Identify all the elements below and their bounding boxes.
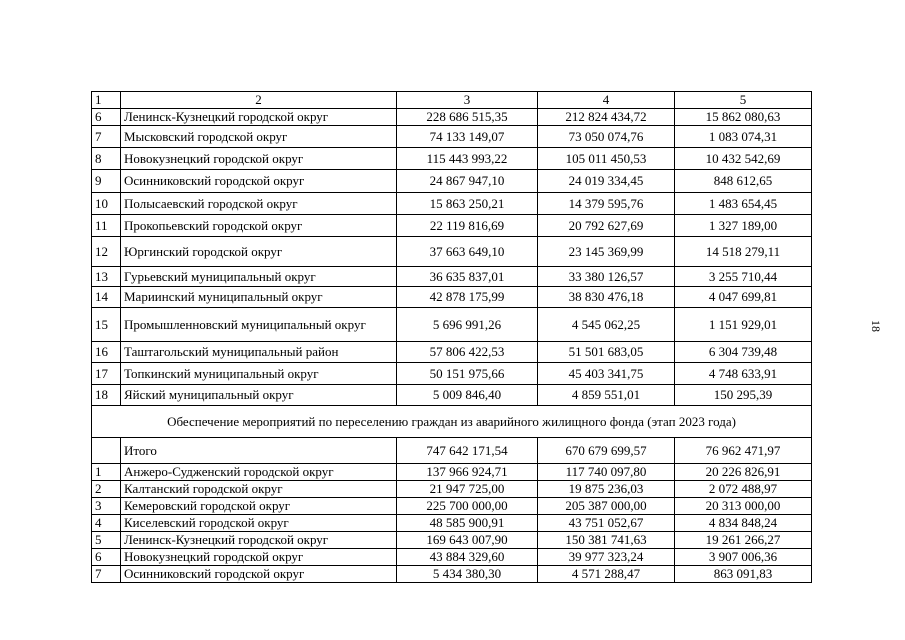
value-total: 137 966 924,71 [397,464,538,481]
row-number: 8 [92,148,121,170]
value-local: 4 834 848,24 [675,515,812,532]
budget-table [91,91,812,583]
value-total: 24 867 947,10 [397,170,538,193]
value-total: 36 635 837,01 [397,267,538,287]
value-regional: 670 679 699,57 [538,438,675,464]
row-number: 7 [92,126,121,148]
value-regional: 205 387 000,00 [538,498,675,515]
table-row [92,109,812,126]
value-regional: 20 792 627,69 [538,215,675,237]
table-row [92,515,812,532]
value-local: 4 748 633,91 [675,363,812,385]
value-total: 747 642 171,54 [397,438,538,464]
region-name: Новокузнецкий городской округ [121,148,397,170]
row-number: 6 [92,549,121,566]
value-local: 15 862 080,63 [675,109,812,126]
row-number: 3 [92,498,121,515]
value-total: 42 878 175,99 [397,287,538,308]
table-row [92,308,812,342]
value-total: 50 151 975,66 [397,363,538,385]
row-number: 14 [92,287,121,308]
region-name: Таштагольский муниципальный район [121,342,397,363]
value-regional: 43 751 052,67 [538,515,675,532]
table-row [92,237,812,267]
value-local: 863 091,83 [675,566,812,583]
region-name: Полысаевский городской округ [121,193,397,215]
region-name: Гурьевский муниципальный округ [121,267,397,287]
value-local: 3 255 710,44 [675,267,812,287]
value-regional: 4 571 288,47 [538,566,675,583]
value-total: 5 434 380,30 [397,566,538,583]
table-row [92,126,812,148]
value-total: 37 663 649,10 [397,237,538,267]
value-regional: 51 501 683,05 [538,342,675,363]
row-number: 2 [92,481,121,498]
header-row [92,92,812,109]
value-regional: 38 830 476,18 [538,287,675,308]
header-cell-4: 4 [538,92,675,109]
row-number: 4 [92,515,121,532]
value-regional: 45 403 341,75 [538,363,675,385]
value-regional: 39 977 323,24 [538,549,675,566]
value-total: 57 806 422,53 [397,342,538,363]
region-name: Ленинск-Кузнецкий городской округ [121,532,397,549]
value-regional: 4 859 551,01 [538,385,675,406]
value-local: 1 083 074,31 [675,126,812,148]
value-total: 43 884 329,60 [397,549,538,566]
region-name: Анжеро-Судженский городской округ [121,464,397,481]
table-row [92,170,812,193]
region-name: Топкинский муниципальный округ [121,363,397,385]
value-local: 1 151 929,01 [675,308,812,342]
header-cell-2: 2 [121,92,397,109]
value-local: 4 047 699,81 [675,287,812,308]
value-local: 150 295,39 [675,385,812,406]
row-number: 16 [92,342,121,363]
value-local: 10 432 542,69 [675,148,812,170]
value-local: 6 304 739,48 [675,342,812,363]
total-row [92,438,812,464]
table-row [92,532,812,549]
value-total: 5 009 846,40 [397,385,538,406]
table-row [92,549,812,566]
value-regional: 19 875 236,03 [538,481,675,498]
value-total: 169 643 007,90 [397,532,538,549]
table-row [92,342,812,363]
table-row [92,566,812,583]
region-name: Калтанский городской округ [121,481,397,498]
table-row [92,385,812,406]
table-row [92,464,812,481]
row-number: 13 [92,267,121,287]
table-row [92,498,812,515]
value-regional: 150 381 741,63 [538,532,675,549]
value-local: 20 226 826,91 [675,464,812,481]
region-name: Киселевский городской округ [121,515,397,532]
region-name: Мысковский городской округ [121,126,397,148]
table-row [92,287,812,308]
section-row [92,406,812,438]
value-total: 5 696 991,26 [397,308,538,342]
region-name: Кемеровский городской округ [121,498,397,515]
row-number: 5 [92,532,121,549]
value-regional: 73 050 074,76 [538,126,675,148]
table-row [92,481,812,498]
row-number: 18 [92,385,121,406]
table-row [92,215,812,237]
value-regional: 33 380 126,57 [538,267,675,287]
value-regional: 14 379 595,76 [538,193,675,215]
value-total: 22 119 816,69 [397,215,538,237]
header-cell-1: 1 [92,92,121,109]
table-row [92,363,812,385]
row-number: 10 [92,193,121,215]
value-regional: 24 019 334,45 [538,170,675,193]
value-total: 15 863 250,21 [397,193,538,215]
row-number: 1 [92,464,121,481]
value-local: 19 261 266,27 [675,532,812,549]
table-row [92,193,812,215]
value-local: 1 483 654,45 [675,193,812,215]
value-regional: 212 824 434,72 [538,109,675,126]
row-number: 7 [92,566,121,583]
region-name: Ленинск-Кузнецкий городской округ [121,109,397,126]
value-total: 115 443 993,22 [397,148,538,170]
value-total: 74 133 149,07 [397,126,538,148]
row-number: 6 [92,109,121,126]
table-row [92,267,812,287]
value-regional: 117 740 097,80 [538,464,675,481]
value-regional: 23 145 369,99 [538,237,675,267]
value-local: 848 612,65 [675,170,812,193]
value-total: 228 686 515,35 [397,109,538,126]
region-name: Новокузнецкий городской округ [121,549,397,566]
header-cell-5: 5 [675,92,812,109]
region-name: Яйский муниципальный округ [121,385,397,406]
region-name: Итого [121,438,397,464]
table-body [92,92,812,583]
row-number: 17 [92,363,121,385]
region-name: Осинниковский городской округ [121,170,397,193]
value-regional: 105 011 450,53 [538,148,675,170]
region-name: Прокопьевский городской округ [121,215,397,237]
region-name: Промышленновский муниципальный округ [121,308,397,342]
value-local: 14 518 279,11 [675,237,812,267]
value-local: 3 907 006,36 [675,549,812,566]
section-title: Обеспечение мероприятий по переселению граждан из аварийного жилищного фонда (этап 2023 года) [92,406,812,438]
value-local: 20 313 000,00 [675,498,812,515]
value-total: 225 700 000,00 [397,498,538,515]
value-local: 1 327 189,00 [675,215,812,237]
row-number: 9 [92,170,121,193]
value-local: 2 072 488,97 [675,481,812,498]
row-number: 12 [92,237,121,267]
row-number [92,438,121,464]
region-name: Осинниковский городской округ [121,566,397,583]
header-cell-3: 3 [397,92,538,109]
row-number: 15 [92,308,121,342]
value-total: 21 947 725,00 [397,481,538,498]
value-regional: 4 545 062,25 [538,308,675,342]
value-total: 48 585 900,91 [397,515,538,532]
value-local: 76 962 471,97 [675,438,812,464]
page-number: 18 [869,320,883,332]
region-name: Мариинский муниципальный округ [121,287,397,308]
region-name: Юргинский городской округ [121,237,397,267]
row-number: 11 [92,215,121,237]
table-row [92,148,812,170]
